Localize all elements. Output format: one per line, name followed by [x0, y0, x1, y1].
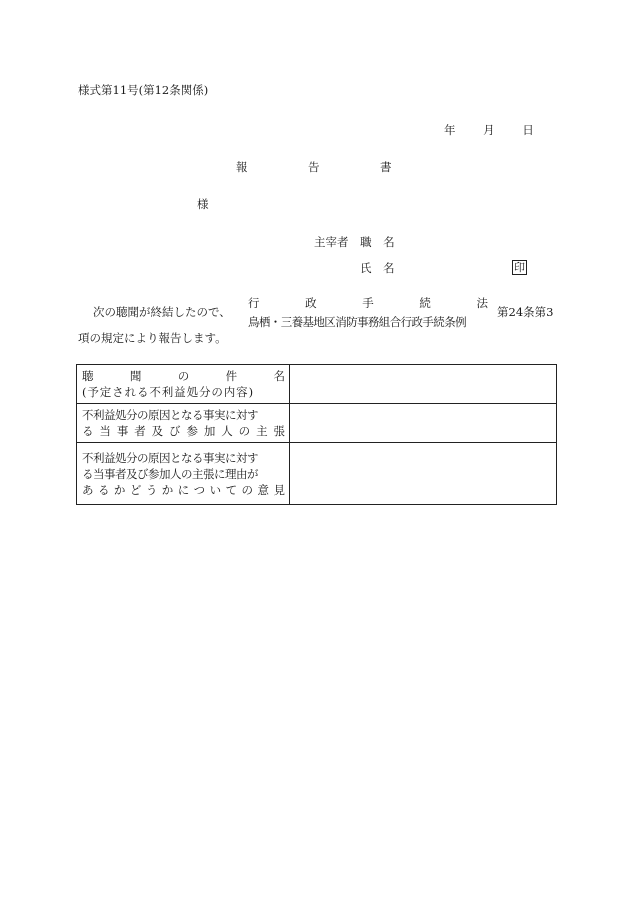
row-label-hearing-case — [77, 365, 290, 404]
label-line: (予定される不利益処分の内容) — [82, 385, 254, 399]
label-char: 人 — [221, 424, 233, 438]
label-char: に — [177, 482, 190, 497]
label-line — [82, 368, 285, 384]
label-line: 不利益処分の原因となる事実に対す — [82, 408, 258, 422]
label-char: び — [169, 424, 181, 438]
label-char: 聞 — [129, 369, 142, 383]
label-line — [82, 482, 285, 498]
label-char: 参 — [186, 424, 198, 438]
report-table — [76, 364, 557, 505]
law-name-option-ordinance: 鳥栖・三養基地区消防事務組合行政手続条例 — [248, 315, 466, 329]
body-continuation: 項の規定により報告します。 — [78, 331, 227, 345]
label-char: か — [161, 482, 174, 497]
month-label: 月 — [483, 123, 495, 137]
day-label: 日 — [522, 123, 534, 137]
law-name-option-admin — [248, 298, 488, 310]
label-char: 当 — [99, 424, 111, 438]
label-char: 件 — [225, 369, 238, 383]
label-char: の — [238, 424, 251, 438]
name-field-label: 氏 名 — [360, 261, 395, 275]
label-char: る — [82, 424, 94, 438]
table-row — [77, 404, 557, 443]
date-row — [444, 125, 534, 137]
label-char: 及 — [151, 424, 164, 438]
law-char: 続 — [419, 296, 431, 310]
title-char: 書 — [380, 160, 392, 174]
label-char: ど — [129, 482, 142, 497]
label-char: の — [177, 369, 190, 383]
year-label: 年 — [444, 123, 456, 137]
label-char: 主 — [256, 424, 268, 438]
label-char: か — [113, 482, 126, 497]
seal-mark: 印 — [514, 261, 525, 274]
law-char: 行 — [248, 296, 260, 310]
law-char: 政 — [305, 296, 317, 310]
label-char: い — [209, 482, 222, 497]
law-char: 手 — [362, 296, 374, 310]
sender-post — [314, 237, 395, 249]
label-line: 不利益処分の原因となる事実に対す — [82, 450, 258, 465]
label-char: あ — [82, 482, 94, 497]
article-reference: 第24条第3 — [497, 305, 554, 319]
presider-label: 主宰者 — [314, 235, 349, 249]
title-char: 報 — [236, 160, 248, 174]
addressee-suffix: 様 — [197, 197, 209, 211]
label-char: 名 — [273, 369, 285, 383]
table-row — [77, 365, 557, 404]
label-char: 加 — [203, 424, 216, 438]
label-char: つ — [193, 482, 206, 497]
value-cell-opinion[interactable] — [290, 443, 557, 505]
value-cell-party-claims[interactable] — [290, 404, 557, 443]
label-char: て — [225, 482, 238, 497]
row-label-opinion — [77, 443, 290, 505]
label-char: の — [241, 482, 254, 497]
label-line — [82, 423, 285, 439]
table-row — [77, 443, 557, 505]
title-char: 告 — [308, 160, 320, 174]
label-char: 意 — [257, 482, 269, 497]
law-char: 法 — [476, 296, 488, 310]
label-char: 見 — [273, 482, 285, 497]
form-number: 様式第11号(第12条関係) — [78, 83, 209, 97]
label-char: 張 — [273, 424, 285, 438]
row-label-party-claims — [77, 404, 290, 443]
value-cell-hearing-case[interactable] — [290, 365, 557, 404]
post-field-label: 職 名 — [360, 235, 395, 249]
label-char: る — [97, 482, 110, 497]
label-char: 事 — [116, 424, 129, 438]
label-char: う — [145, 482, 158, 497]
label-line: る当事者及び参加人の主張に理由が — [82, 466, 258, 481]
label-char: 者 — [134, 424, 146, 438]
body-lead: 次の聴聞が終結したので、 — [93, 305, 231, 319]
label-char: 聴 — [82, 369, 94, 383]
